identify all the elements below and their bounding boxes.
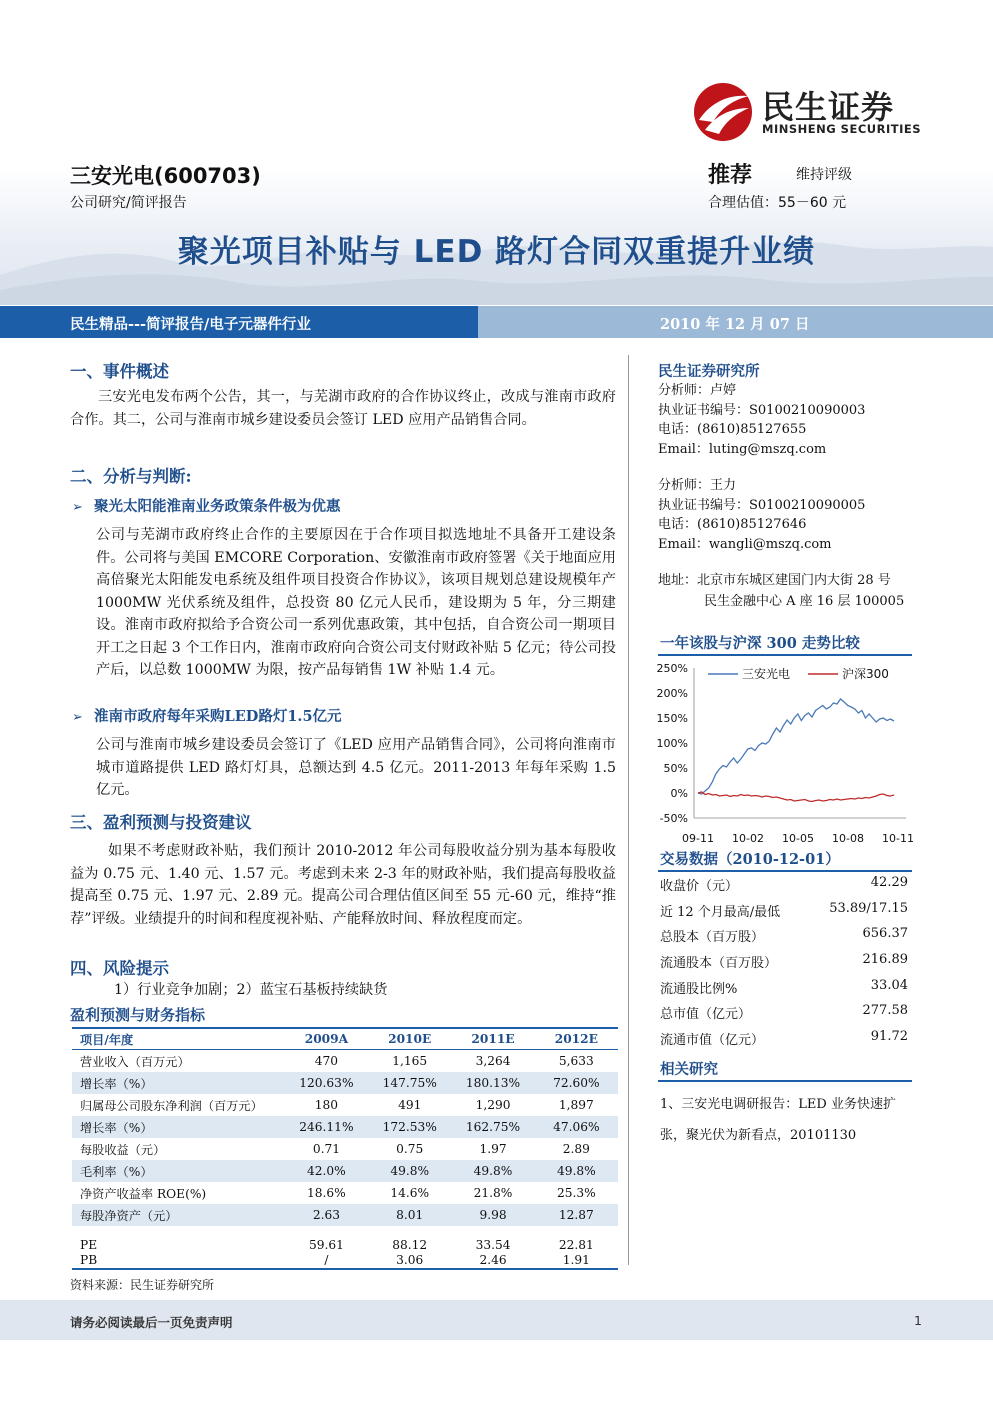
trade-label: 总股本（百万股） xyxy=(660,930,765,946)
table-header-cell: 项目/年度 xyxy=(72,1028,285,1050)
cell: 2.46 xyxy=(451,1252,534,1269)
x-tick-label: 10-05 xyxy=(782,832,814,845)
cell: 180 xyxy=(314,1098,339,1112)
cell: 1,897 xyxy=(558,1098,594,1112)
cell: 14.6% xyxy=(390,1186,430,1200)
cell: 491 xyxy=(398,1098,422,1112)
cell: 1,165 xyxy=(392,1054,428,1068)
analyst-1-cert: 执业证书编号：S0100210090003 xyxy=(658,402,866,418)
section-title-forecast: 三、盈利预测与投资建议 xyxy=(70,813,252,832)
y-tick-label: 100% xyxy=(656,737,688,750)
section-title-analysis: 二、分析与判断: xyxy=(70,467,192,486)
analyst-1-email[interactable]: Email：luting@mszq.com xyxy=(658,441,827,457)
x-tick-label: 10-02 xyxy=(732,832,764,845)
table-header-cell: 2009A xyxy=(285,1028,368,1050)
table-row xyxy=(72,1160,618,1182)
arrow-bullet-icon: ➢ xyxy=(72,710,83,725)
trade-row xyxy=(660,926,908,952)
table-header-cell: 2011E xyxy=(451,1028,534,1050)
table-row xyxy=(72,1182,618,1204)
row-label: 毛利率（%） xyxy=(72,1160,285,1182)
analyst-1-block xyxy=(658,381,865,459)
row-label: 归属母公司股东净利润（百万元） xyxy=(80,1098,263,1113)
cell: 33.54 xyxy=(475,1238,511,1252)
institute-title: 民生证券研究所 xyxy=(658,363,760,380)
report-date: 2010 年 12 月 07 日 xyxy=(660,316,810,333)
table-row xyxy=(72,1252,618,1269)
row-label: 每股收益（元） xyxy=(80,1142,166,1157)
valuation: 合理估值：55－60 元 xyxy=(708,195,847,211)
cell: 0.75 xyxy=(396,1142,424,1156)
trade-value: 91.72 xyxy=(870,1029,908,1045)
analyst-1-name: 分析师：卢婷 xyxy=(658,383,737,398)
cell: 49.8% xyxy=(451,1160,534,1182)
y-tick-label: 250% xyxy=(656,662,688,675)
row-label: PE xyxy=(80,1238,98,1252)
trade-row xyxy=(660,978,908,1004)
trade-value: 216.89 xyxy=(862,952,908,968)
rating-sub: 维持评级 xyxy=(796,167,852,183)
table-row xyxy=(72,1204,618,1226)
table-row xyxy=(72,1226,618,1252)
sub-heading-1-text: 聚光太阳能淮南业务政策条件极为优惠 xyxy=(94,498,341,515)
trade-value: 53.89/17.15 xyxy=(829,900,908,916)
legend-label: 沪深300 xyxy=(842,667,889,681)
table-row xyxy=(72,1138,618,1160)
related-title-rule xyxy=(658,1080,912,1082)
row-label: 增长率（%） xyxy=(72,1072,285,1094)
cell: 72.60% xyxy=(535,1072,618,1094)
row-label: 净资产收益率 ROE(%) xyxy=(80,1186,207,1201)
address-line-2: 民生金融中心 A 座 16 层 100005 xyxy=(704,594,905,609)
trade-value: 33.04 xyxy=(870,977,908,993)
price-comparison-chart xyxy=(656,660,914,850)
trade-value: 656.37 xyxy=(862,926,908,942)
cell: 12.87 xyxy=(535,1204,618,1226)
trade-row xyxy=(660,875,908,901)
y-tick-label: -50% xyxy=(659,812,688,825)
cell: 3,264 xyxy=(475,1054,511,1068)
row-label: 增长率（%） xyxy=(72,1116,285,1138)
row-label: PB xyxy=(72,1252,285,1269)
analyst-2-name: 分析师：王力 xyxy=(658,478,737,493)
analyst-2-phone: 电话：(8610)85127646 xyxy=(658,517,807,532)
trade-label: 总市值（亿元） xyxy=(660,1007,752,1023)
analyst-2-block xyxy=(658,476,865,554)
trade-value: 277.58 xyxy=(862,1003,908,1019)
event-summary-text: 三安光电发布两个公告，其一，与芜湖市政府的合作协议终止，改成与淮南市政府合作。其二，公司与淮南市城乡建设委员会签订 LED 应用产品销售合同。 xyxy=(70,389,616,428)
column-divider xyxy=(628,355,629,1265)
cell: 172.53% xyxy=(368,1116,451,1138)
cell: 59.61 xyxy=(308,1238,344,1252)
cell: 246.11% xyxy=(285,1116,368,1138)
page-number: 1 xyxy=(914,1313,922,1328)
trade-row xyxy=(660,1003,908,1029)
table-header-cell: 2012E xyxy=(535,1028,618,1050)
cell: 2.89 xyxy=(562,1142,590,1156)
brand-name-en: MINSHENG SECURITIES xyxy=(762,122,921,136)
x-tick-label: 09-11 xyxy=(682,832,714,845)
table-row xyxy=(72,1072,618,1094)
related-title: 相关研究 xyxy=(660,1061,718,1078)
financial-table xyxy=(72,1027,618,1270)
financial-table-title: 盈利预测与财务指标 xyxy=(70,1006,206,1024)
cell: 147.75% xyxy=(368,1072,451,1094)
row-label: 每股净资产（元） xyxy=(72,1204,285,1226)
trade-title: 交易数据（2010-12-01） xyxy=(660,851,840,868)
analysis-para-1: 公司与芜湖市政府终止合作的主要原因在于合作项目拟选地址不具备开工建设条件。公司将与美国 EMCORE Corporation、安徽淮南市政府签署《关于地面应用高倍聚光太阳能发电系统及组件项目投资合作协议》，该项目规划总建设规模年产 1000MW 光伏系统及组件，总投资 80 亿元人民币，建设期为 5 年，分三期建设。淮南市政府拟给予合资公司一系列优惠政策，其中包括，自合资公司一期项目开工之日起 3 个工作日内，淮南市政府向合资公司支付财政补贴 5 亿元；待公司投产后，以总数 1000MW 为限，按产品每销售 1W 补贴 1.4 元。 xyxy=(96,527,616,678)
row-label: 营业收入（百万元） xyxy=(80,1054,190,1069)
table-header-cell: 2010E xyxy=(368,1028,451,1050)
trade-label: 流通股比例% xyxy=(660,981,738,997)
trade-row xyxy=(660,952,908,978)
address-line-1: 地址：北京市东城区建国门内大街 28 号 xyxy=(658,573,891,588)
chart-title: 一年该股与沪深 300 走势比较 xyxy=(660,635,860,652)
cell: 162.75% xyxy=(451,1116,534,1138)
cell: 9.98 xyxy=(451,1204,534,1226)
analyst-2-email[interactable]: Email：wangli@mszq.com xyxy=(658,536,832,552)
cell: / xyxy=(285,1252,368,1269)
trade-table xyxy=(660,875,908,1055)
cell: 22.81 xyxy=(558,1238,594,1252)
cell: 1.97 xyxy=(479,1142,507,1156)
x-tick-label: 10-11 xyxy=(882,832,914,845)
cell: 8.01 xyxy=(368,1204,451,1226)
sub-heading-2-text: 淮南市政府每年采购LED路灯1.5亿元 xyxy=(94,708,342,725)
cell: 1.91 xyxy=(535,1252,618,1269)
rating-main: 推荐 xyxy=(708,163,753,188)
cell: 49.8% xyxy=(368,1160,451,1182)
cell: 0.71 xyxy=(312,1142,340,1156)
risk-text: 1）行业竞争加剧；2）蓝宝石基板持续缺货 xyxy=(114,982,388,998)
trade-value: 42.29 xyxy=(870,875,908,890)
analyst-1-phone: 电话：(8610)85127655 xyxy=(658,422,807,437)
minsheng-logo-icon xyxy=(693,82,753,142)
cell: 120.63% xyxy=(285,1072,368,1094)
table-row xyxy=(72,1050,618,1073)
legend-label: 三安光电 xyxy=(742,667,791,681)
table-source: 资料来源：民生证券研究所 xyxy=(70,1278,215,1292)
series-line-stock xyxy=(698,699,894,794)
x-tick-label: 10-08 xyxy=(832,832,864,845)
sub-heading-1 xyxy=(72,495,341,516)
related-report-link[interactable]: 1、三安光电调研报告：LED 业务快速扩张，聚光伏为新看点，20101130 xyxy=(660,1097,896,1143)
band-section-label: 民生精品---简评报告/电子元器件行业 xyxy=(70,316,311,333)
trade-label: 流通股本（百万股） xyxy=(660,956,778,972)
y-tick-label: 150% xyxy=(656,712,688,725)
report-type: 公司研究/简评报告 xyxy=(70,195,187,211)
sub-heading-2 xyxy=(72,705,342,726)
cell: 2.63 xyxy=(285,1204,368,1226)
cell: 180.13% xyxy=(451,1072,534,1094)
cell: 18.6% xyxy=(307,1186,346,1200)
trade-title-rule xyxy=(658,870,912,872)
report-headline: 聚光项目补贴与 LED 路灯合同双重提升业绩 xyxy=(177,234,816,270)
trade-row xyxy=(660,1029,908,1055)
y-tick-label: 200% xyxy=(656,687,688,700)
series-line-index xyxy=(698,792,894,802)
trade-label: 收盘价（元） xyxy=(660,879,739,894)
cell: 88.12 xyxy=(392,1238,428,1252)
cell: 470 xyxy=(314,1054,339,1068)
y-tick-label: 50% xyxy=(663,762,688,775)
section-title-risk: 四、风险提示 xyxy=(70,959,169,978)
cell: 5,633 xyxy=(558,1054,594,1068)
footer-disclaimer[interactable]: 请务必阅读最后一页免责声明 xyxy=(70,1315,233,1330)
cell: 47.06% xyxy=(535,1116,618,1138)
analysis-para-2: 公司与淮南市城乡建设委员会签订了《LED 应用产品销售合同》，公司将向淮南市城市道路提供 LED 路灯灯具，总额达到 4.5 亿元。2011-2013 年每年采购 1.5 亿元。 xyxy=(96,737,616,798)
y-tick-label: 0% xyxy=(670,787,688,800)
cell: 42.0% xyxy=(285,1160,368,1182)
table-row xyxy=(72,1094,618,1116)
trade-label: 流通市值（亿元） xyxy=(660,1033,765,1049)
analyst-2-cert: 执业证书编号：S0100210090005 xyxy=(658,497,866,513)
cell: 49.8% xyxy=(535,1160,618,1182)
section-title-event: 一、事件概述 xyxy=(70,362,169,381)
table-row xyxy=(72,1116,618,1138)
trade-label: 近 12 个月最高/最低 xyxy=(660,904,781,920)
chart-title-rule xyxy=(658,654,912,656)
cell: 3.06 xyxy=(368,1252,451,1269)
cell: 1,290 xyxy=(475,1098,511,1112)
trade-row xyxy=(660,901,908,927)
forecast-text: 如果不考虑财政补贴，我们预计 2010-2012 年公司每股收益分别为基本每股收益为 0.75 元、1.40 元、1.57 元。考虑到未来 2-3 年的财政补贴，我们提高每股收益提高至 0.75 元、1.97 元、2.89 元。提高公司合理估值区间至 55 元-60 元，维持“推荐”评级。业绩提升的时间和程度视补贴、产能释放时间、释放程度而定。 xyxy=(70,843,616,927)
arrow-bullet-icon: ➢ xyxy=(72,500,83,515)
cell: 21.8% xyxy=(473,1186,513,1200)
table-header-row xyxy=(72,1028,618,1050)
company-name: 三安光电(600703) xyxy=(70,164,261,188)
cell: 25.3% xyxy=(556,1186,596,1200)
brand-name-cn: 民生证券 xyxy=(762,88,895,126)
